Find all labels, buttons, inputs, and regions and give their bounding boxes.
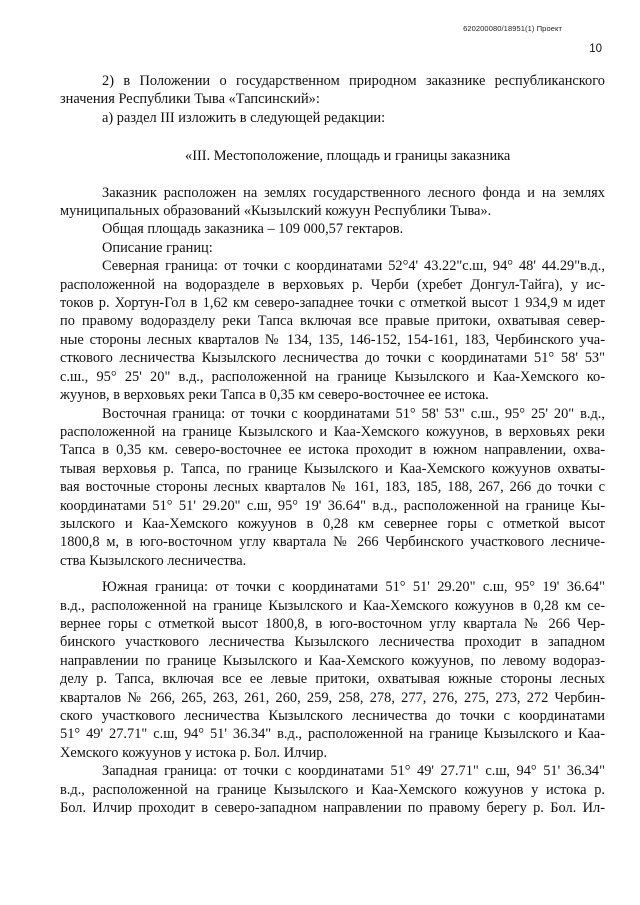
text-line: Общая площадь заказника – 109 000,57 гектаров. <box>102 221 404 238</box>
text-line: вая восточные стороны лесных кварталов № 161, 183, 185, 188, 267, 266 до точки с <box>60 479 605 496</box>
text-line: муниципальных образований «Кызылский кожуун Республики Тыва». <box>60 203 492 220</box>
text-line: ства Кызылского лесничества. <box>60 552 247 569</box>
text-line: делу р. Тапса, включая все ее левые притоки, охватывая южные стороны лесных <box>60 671 605 688</box>
text-line: Западная граница: от точки с координатами 51° 49' 27.71" с.ш, 94° 51' 36.34" <box>102 763 605 780</box>
text-line: сткового лесничества Кызылского лесничества до точки с координатами 51° 58' 53" <box>60 350 605 367</box>
text-line: токов р. Хортун-Гол в 1,62 км северо-западнее точки с отметкой высот 1 934,9 м идет <box>60 295 605 312</box>
text-line: направлении по границе Кызылского и Каа-Хемского кожуунов, по левому водораз- <box>60 652 605 669</box>
text-line: Бол. Илчир проходит в северо-западном направлении по правому берегу р. Бол. Ил- <box>60 800 605 817</box>
text-line: в.д., расположенной на границе Кызылского и Каа-Хемского кожуунов в 0,28 км се- <box>60 597 605 614</box>
text-line: координатами 51° 51' 29.20" с.ш, 95° 19' 36.64" в.д., расположенной на границе Кы- <box>60 497 605 514</box>
text-line: кварталов № 266, 265, 263, 261, 260, 259, 258, 278, 277, 276, 275, 273, 272 Чербин- <box>60 689 605 706</box>
text-line: Описание границ: <box>102 239 213 256</box>
text-line: Заказник расположен на землях государственного лесного фонда и на землях <box>102 184 605 201</box>
text-line: Южная граница: от точки с координатами 51° 51' 29.20" с.ш, 95° 19' 36.64" <box>102 579 605 596</box>
text-line: вернее горы с отметкой высот 1800,8, в юго-восточном углу квартала № 266 Чер- <box>60 615 605 632</box>
text-line: с.ш., 95° 25' 20" в.д., расположенной на границе Кызылского и Каа-Хемского ко- <box>60 368 605 385</box>
text-line: Северная граница: от точки с координатами 52°4' 43.22"с.ш, 94° 48' 44.29"в.д., <box>102 258 605 275</box>
body-text <box>60 72 605 817</box>
text-line: Восточная граница: от точки с координатами 51° 58' 53" с.ш., 95° 25' 20" в.д., <box>102 405 605 422</box>
text-line: 1800,8 м, в юго-восточном углу квартала № 266 Чербинского участкового лесниче- <box>60 534 605 551</box>
text-line: значения Республики Тыва «Тапсинский»: <box>60 91 320 108</box>
section-title: «III. Местоположение, площадь и границы заказника <box>185 148 511 165</box>
text-line: расположенной на водоразделе в верховьях р. Черби (хребет Донгул-Тайга), у ис- <box>60 276 605 293</box>
text-line: 2) в Положении о государственном природном заказнике республиканского <box>102 73 605 89</box>
text-line: Тапса в 0,35 км. северо-восточнее ее истока проходит в южном направлении, охва- <box>60 442 605 459</box>
text-line: по правому водоразделу реки Тапса включая все правые притоки, охватывая север- <box>60 313 605 330</box>
text-line: жуунов, в верховьях реки Тапса в 0,35 км северо-восточнее ее истока. <box>60 387 489 404</box>
text-line: ные стороны лесных кварталов № 134, 135, 146-152, 154-161, 183, Чербинского уча- <box>60 331 605 348</box>
text-line: ского участкового лесничества Кызылского лесничества до точки с координатами <box>60 708 605 724</box>
page-number: 10 <box>589 43 602 55</box>
text-line: Хемского кожуунов у истока р. Бол. Илчир. <box>60 744 328 761</box>
text-line: зылского и Каа-Хемского кожуунов в 0,28 км севернее горы с отметкой высот <box>60 515 605 532</box>
text-line: 51° 49' 27.71" с.ш, 94° 51' 36.34" в.д., расположенной на границе Кызылского и Каа- <box>60 726 605 743</box>
text-line: бинского участкового лесничества Кызылского лесничества проходит в западном <box>60 634 605 651</box>
text-line: а) раздел III изложить в следующей редакции: <box>102 109 386 126</box>
text-line: расположенной на границе Кызылского и Каа-Хемского кожуунов, в верховьях реки <box>60 423 605 440</box>
document-code: 620200080/18951(1) Проект <box>463 24 562 33</box>
text-line: в.д., расположенной на границе Кызылского и Каа-Хемского кожуунов у истока р. <box>60 781 605 798</box>
text-line: тывая верховья р. Тапса, по границе Кызылского и Каа-Хемского кожуунов охваты- <box>60 460 605 477</box>
